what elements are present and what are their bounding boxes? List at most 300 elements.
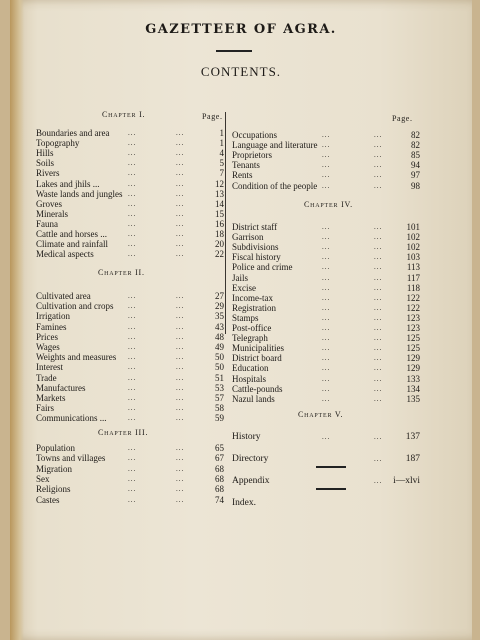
leader-dots: ...: [322, 233, 331, 242]
toc-entry-page: 68: [215, 473, 224, 484]
toc-entry-page: 51: [215, 372, 224, 383]
toc-entry-title: Municipalities: [232, 343, 284, 354]
leader-dots: ...: [128, 332, 137, 341]
toc-entry: [232, 432, 420, 442]
leader-dots: ...: [176, 454, 185, 463]
toc-entry-title: Index.: [232, 498, 257, 508]
toc-entry-page: 27: [215, 291, 224, 301]
toc-entry-page: 74: [215, 494, 224, 505]
leader-dots: ...: [322, 384, 331, 393]
leader-dots: ...: [176, 444, 185, 452]
toc-entry-title: Medical aspects: [36, 249, 94, 260]
book-title: GAZETTEER OF AGRA.: [145, 22, 337, 37]
leader-dots: ...: [374, 181, 383, 190]
leader-dots: ...: [176, 189, 185, 198]
leader-dots: ...: [176, 363, 185, 372]
leader-dots: ...: [374, 263, 383, 272]
contents-heading: CONTENTS.: [200, 64, 282, 79]
leader-dots: ...: [176, 219, 185, 228]
leader-dots: ...: [176, 312, 185, 321]
leader-dots: ...: [176, 353, 185, 362]
leader-dots: ...: [176, 159, 185, 168]
toc-entry: [36, 249, 224, 259]
leader-dots: ...: [176, 169, 185, 178]
toc-entry-title: Cattle-pounds: [232, 383, 283, 394]
toc-entry-title: Rivers: [36, 168, 60, 179]
toc-entry: [232, 333, 420, 343]
leader-dots: ...: [176, 129, 185, 137]
leader-dots: ...: [176, 383, 185, 392]
leader-dots: ...: [176, 485, 185, 494]
toc-entry-title: Police and crime: [232, 262, 293, 273]
toc-entry-title: Nazul lands: [232, 393, 275, 404]
toc-entry-title: Condition of the people: [232, 180, 318, 191]
toc-entry-page: 123: [406, 312, 420, 323]
toc-entry: [232, 454, 420, 464]
leader-dots: ...: [176, 302, 185, 311]
toc-entry-title: Irrigation: [36, 311, 70, 322]
toc-entry-title: Minerals: [36, 208, 68, 219]
toc-entry: [232, 170, 420, 180]
toc-entry: [36, 474, 224, 484]
toc-entry: [232, 222, 420, 232]
toc-entry-title: Markets: [36, 393, 66, 403]
toc-entry-page: 113: [406, 262, 420, 273]
leader-dots: ...: [374, 151, 383, 160]
toc-entry: [232, 130, 420, 140]
leader-dots: ...: [322, 303, 331, 312]
toc-entry-title: Prices: [36, 331, 58, 342]
leader-dots: ...: [374, 253, 383, 262]
toc-entry-page: 117: [406, 272, 420, 283]
toc-entry-title: Post-office: [232, 323, 272, 333]
toc-entry-title: Tenants: [232, 160, 260, 171]
toc-entry-title: Cultivated area: [36, 291, 91, 301]
toc-entry: [232, 313, 420, 323]
toc-entry-page: 58: [215, 403, 224, 414]
leader-dots: ...: [322, 324, 331, 332]
leader-dots: ...: [374, 477, 383, 485]
toc-entry-title: Towns and villages: [36, 453, 106, 464]
toc-entry-title: Rents: [232, 170, 253, 181]
toc-entry-title: Income-tax: [232, 292, 273, 303]
leader-dots: ...: [322, 394, 331, 403]
leader-dots: ...: [176, 394, 185, 402]
toc-entry-title: Communications ...: [36, 413, 107, 424]
leader-dots: ...: [128, 495, 137, 504]
leader-dots: ...: [374, 283, 383, 292]
leader-dots: ...: [176, 240, 185, 249]
leader-dots: ...: [374, 303, 383, 312]
toc-entry: [36, 179, 224, 189]
toc-entry-page: 125: [406, 343, 420, 354]
toc-entry: [232, 374, 420, 384]
toc-entry-page: 82: [411, 130, 420, 140]
leader-dots: ...: [374, 324, 383, 332]
toc-entry-title: Fiscal history: [232, 252, 281, 263]
toc-entry-title: Subdivisions: [232, 242, 279, 253]
leader-dots: ...: [128, 240, 137, 249]
leader-dots: ...: [374, 131, 383, 139]
toc-entry: [36, 311, 224, 321]
leader-dots: ...: [128, 179, 137, 188]
leader-dots: ...: [374, 243, 383, 252]
toc-entry: [232, 323, 420, 333]
leader-dots: ...: [176, 373, 185, 382]
leader-dots: ...: [322, 283, 331, 292]
toc-entry-title: Weights and measures: [36, 352, 117, 363]
leader-dots: ...: [374, 233, 383, 242]
toc-entry-page: 7: [219, 168, 224, 179]
toc-entry-page: 20: [215, 239, 224, 250]
leader-dots: ...: [176, 250, 185, 259]
leader-dots: ...: [176, 322, 185, 331]
toc-entry-page: 123: [406, 323, 420, 333]
leader-dots: ...: [374, 364, 383, 373]
leader-dots: ...: [176, 414, 185, 423]
leader-dots: ...: [322, 243, 331, 252]
toc-entry: [36, 128, 224, 138]
toc-entry-title: Telegraph: [232, 333, 268, 344]
toc-entry-page: 65: [215, 443, 224, 453]
toc-entry: [232, 232, 420, 242]
leader-dots: ...: [374, 384, 383, 393]
leader-dots: ...: [128, 464, 137, 473]
toc-entry: [36, 301, 224, 311]
toc-entry: [36, 138, 224, 148]
leader-dots: ...: [322, 364, 331, 373]
toc-entry: [36, 158, 224, 168]
leader-dots: ...: [374, 334, 383, 343]
toc-entry: [36, 443, 224, 453]
leader-dots: ...: [176, 343, 185, 351]
leader-dots: ...: [374, 374, 383, 383]
toc-entry: [36, 219, 224, 229]
toc-entry: [36, 148, 224, 158]
leader-dots: ...: [322, 374, 331, 383]
toc-entry-page: 102: [406, 232, 420, 243]
toc-entry: [36, 484, 224, 494]
toc-entry-title: Population: [36, 443, 76, 453]
leader-dots: ...: [322, 161, 331, 170]
toc-entry: [232, 394, 420, 404]
toc-entry-title: Occupations: [232, 130, 277, 140]
toc-entry-page: 68: [215, 463, 224, 474]
toc-entry: [36, 199, 224, 209]
leader-dots: ...: [128, 139, 137, 148]
leader-dots: ...: [322, 141, 331, 150]
toc-entry: [232, 140, 420, 150]
toc-entry: [232, 293, 420, 303]
toc-entry-page: 22: [215, 249, 224, 260]
toc-entry-page: 135: [406, 393, 420, 404]
leader-dots: ...: [374, 455, 383, 463]
toc-entry-title: Lakes and jhils ...: [36, 178, 100, 189]
toc-entry: [36, 332, 224, 342]
leader-dots: ...: [322, 293, 331, 302]
page-column-label-right: Page.: [392, 114, 413, 123]
leader-dots: ...: [374, 141, 383, 150]
leader-dots: ...: [374, 293, 383, 302]
toc-entry-title: Fauna: [36, 218, 58, 229]
toc-entry: [232, 252, 420, 262]
leader-dots: ...: [176, 332, 185, 341]
toc-entry: [232, 343, 420, 353]
toc-entry-page: 50: [215, 362, 224, 373]
toc-entry: [36, 342, 224, 352]
toc-entry-page: 50: [215, 352, 224, 363]
toc-entry-title: Soils: [36, 158, 55, 169]
toc-entry-page: 129: [406, 363, 420, 374]
leader-dots: ...: [128, 322, 137, 331]
toc-entry: [36, 373, 224, 383]
toc-entry: [36, 464, 224, 474]
toc-entry: [36, 362, 224, 372]
toc-entry-page: 137: [405, 432, 420, 442]
leader-dots: ...: [176, 474, 185, 483]
leader-dots: ...: [176, 464, 185, 473]
toc-entry-page: 48: [215, 331, 224, 342]
toc-entry-title: Castes: [36, 494, 60, 505]
toc-entry-title: Appendix: [232, 476, 270, 486]
leader-dots: ...: [322, 151, 331, 160]
column-divider: [225, 112, 226, 334]
toc-entry-page: 29: [215, 301, 224, 312]
toc-entry-title: Directory: [232, 454, 269, 464]
toc-entry: [232, 242, 420, 252]
toc-entry: [36, 403, 224, 413]
toc-entry-title: Religions: [36, 484, 71, 495]
toc-entry: [36, 291, 224, 301]
leader-dots: ...: [128, 454, 137, 463]
leader-dots: ...: [128, 414, 137, 423]
toc-entry-title: Fairs: [36, 403, 54, 414]
leader-dots: ...: [128, 209, 137, 218]
toc-entry-page: 43: [215, 321, 224, 332]
toc-entry-page: 82: [411, 140, 420, 151]
toc-entry-page: 16: [215, 218, 224, 229]
leader-dots: ...: [374, 344, 383, 353]
page-column-label: Page.: [202, 112, 223, 121]
leader-dots: ...: [374, 171, 383, 180]
toc-entry-page: 14: [215, 198, 224, 209]
leader-dots: ...: [128, 394, 137, 402]
leader-dots: ...: [176, 404, 185, 413]
leader-dots: ...: [176, 209, 185, 218]
leader-dots: ...: [128, 189, 137, 198]
toc-entry-page: 122: [406, 302, 420, 313]
toc-entry: [232, 262, 420, 272]
toc-entry: [36, 495, 224, 505]
leader-dots: ...: [322, 354, 331, 363]
toc-entry-title: Waste lands and jungles: [36, 188, 123, 199]
toc-entry: [36, 393, 224, 403]
toc-entry-title: Topography: [36, 138, 80, 149]
toc-entry-page: 15: [215, 208, 224, 219]
leader-dots: ...: [176, 179, 185, 188]
toc-entry-page: 13: [215, 188, 224, 199]
toc-entry-title: Manufactures: [36, 382, 86, 393]
leader-dots: ...: [128, 312, 137, 321]
toc-entry-page: 5: [219, 158, 224, 169]
toc-entry-title: District staff: [232, 222, 278, 232]
chapter-2-heading: Chapter II.: [98, 268, 145, 277]
leader-dots: ...: [128, 292, 137, 300]
toc-entry-page: 18: [215, 229, 224, 239]
leader-dots: ...: [128, 343, 137, 351]
toc-entry-title: Cattle and horses ...: [36, 229, 107, 239]
toc-entry-title: Sex: [36, 473, 50, 484]
toc-entry-title: Trade: [36, 372, 57, 383]
chapter-4-heading: Chapter IV.: [304, 200, 353, 209]
book-page: [10, 0, 472, 640]
short-rule: [316, 488, 346, 490]
leader-dots: ...: [322, 131, 331, 139]
toc-entry-page: 1: [219, 138, 224, 149]
leader-dots: ...: [128, 169, 137, 178]
toc-entry: [232, 498, 420, 508]
leader-dots: ...: [128, 373, 137, 382]
toc-entry-page: 67: [215, 453, 224, 464]
toc-entry: [36, 209, 224, 219]
chapter-3-heading: Chapter III.: [98, 428, 149, 437]
leader-dots: ...: [128, 353, 137, 362]
leader-dots: ...: [128, 149, 137, 158]
toc-entry-page: 35: [215, 311, 224, 322]
toc-entry: [36, 383, 224, 393]
leader-dots: ...: [322, 263, 331, 272]
toc-entry: [232, 160, 420, 170]
toc-entry-page: 1: [219, 128, 224, 138]
toc-entry-page: 187: [405, 454, 420, 464]
toc-entry-title: Proprietors: [232, 150, 272, 161]
leader-dots: ...: [322, 223, 331, 231]
leader-dots: ...: [176, 230, 185, 238]
toc-entry-page: 101: [406, 222, 420, 232]
leader-dots: ...: [128, 250, 137, 259]
toc-entry-page: 134: [406, 383, 420, 394]
leader-dots: ...: [128, 404, 137, 413]
toc-entry-page: 133: [406, 373, 420, 384]
leader-dots: ...: [128, 219, 137, 228]
leader-dots: ...: [176, 292, 185, 300]
leader-dots: ...: [322, 433, 331, 441]
leader-dots: ...: [374, 161, 383, 170]
toc-entry-page: 102: [406, 242, 420, 253]
leader-dots: ...: [322, 171, 331, 180]
toc-entry: [232, 150, 420, 160]
toc-entry: [232, 181, 420, 191]
leader-dots: ...: [128, 302, 137, 311]
toc-entry-page: 94: [411, 160, 420, 171]
toc-entry-page: 12: [215, 178, 224, 189]
toc-entry-page: 129: [406, 353, 420, 364]
leader-dots: ...: [322, 273, 331, 282]
leader-dots: ...: [176, 199, 185, 208]
toc-entry-page: 4: [219, 148, 224, 159]
leader-dots: ...: [176, 495, 185, 504]
toc-entry-title: Climate and rainfall: [36, 239, 108, 250]
toc-entry-title: Education: [232, 363, 269, 374]
toc-entry-title: Boundaries and area: [36, 128, 110, 138]
toc-entry-title: Cultivation and crops: [36, 301, 114, 312]
toc-entry-title: Jails: [232, 272, 249, 283]
toc-entry: [36, 352, 224, 362]
toc-entry-title: Excise: [232, 282, 256, 293]
leader-dots: ...: [374, 313, 383, 322]
leader-dots: ...: [322, 181, 331, 190]
toc-entry-title: Wages: [36, 342, 60, 352]
leader-dots: ...: [128, 383, 137, 392]
toc-entry-title: Hills: [36, 148, 54, 159]
toc-entry-title: History: [232, 432, 261, 442]
leader-dots: ...: [128, 444, 137, 452]
toc-entry: [232, 303, 420, 313]
toc-entry: [36, 453, 224, 463]
leader-dots: ...: [322, 334, 331, 343]
toc-entry: [36, 229, 224, 239]
short-rule: [316, 466, 346, 468]
chapter-1-heading: Chapter I.: [102, 110, 146, 119]
leader-dots: ...: [322, 313, 331, 322]
toc-entry-title: Language and literature: [232, 140, 318, 151]
leader-dots: ...: [322, 344, 331, 353]
leader-dots: ...: [128, 230, 137, 238]
toc-entry: [36, 189, 224, 199]
toc-entry: [36, 168, 224, 178]
toc-entry-page: 125: [406, 333, 420, 344]
leader-dots: ...: [374, 433, 383, 441]
toc-entry-page: 118: [406, 282, 420, 293]
toc-entry: [232, 283, 420, 293]
leader-dots: ...: [128, 199, 137, 208]
toc-entry: [232, 384, 420, 394]
toc-entry-title: Stamps: [232, 312, 259, 323]
leader-dots: ...: [374, 273, 383, 282]
toc-entry-page: 103: [406, 252, 420, 263]
toc-entry-page: 68: [215, 484, 224, 495]
leader-dots: ...: [374, 223, 383, 231]
toc-entry-page: 49: [215, 342, 224, 352]
leader-dots: ...: [176, 139, 185, 148]
toc-entry-title: Hospitals: [232, 373, 267, 384]
leader-dots: ...: [374, 354, 383, 363]
leader-dots: ...: [128, 474, 137, 483]
toc-entry-page: 59: [215, 413, 224, 424]
toc-entry-page: 53: [215, 382, 224, 393]
title-rule: [216, 50, 252, 52]
toc-entry-title: Garrison: [232, 232, 264, 243]
leader-dots: ...: [176, 149, 185, 158]
toc-entry-page: i—xlvi: [393, 476, 420, 486]
toc-entry-page: 98: [411, 180, 420, 191]
toc-entry: [36, 413, 224, 423]
toc-entry-title: Groves: [36, 198, 62, 209]
toc-entry: [232, 363, 420, 373]
toc-entry-title: Interest: [36, 362, 63, 373]
toc-entry-title: District board: [232, 353, 282, 364]
toc-entry-title: Registration: [232, 302, 276, 313]
chapter-5-heading: Chapter V.: [298, 410, 344, 419]
toc-entry-title: Famines: [36, 321, 67, 332]
toc-entry-page: 57: [215, 393, 224, 403]
leader-dots: ...: [322, 253, 331, 262]
toc-entry: [232, 476, 420, 486]
toc-entry-page: 85: [411, 150, 420, 161]
toc-entry-title: Migration: [36, 463, 72, 474]
leader-dots: ...: [128, 129, 137, 137]
toc-entry: [36, 322, 224, 332]
